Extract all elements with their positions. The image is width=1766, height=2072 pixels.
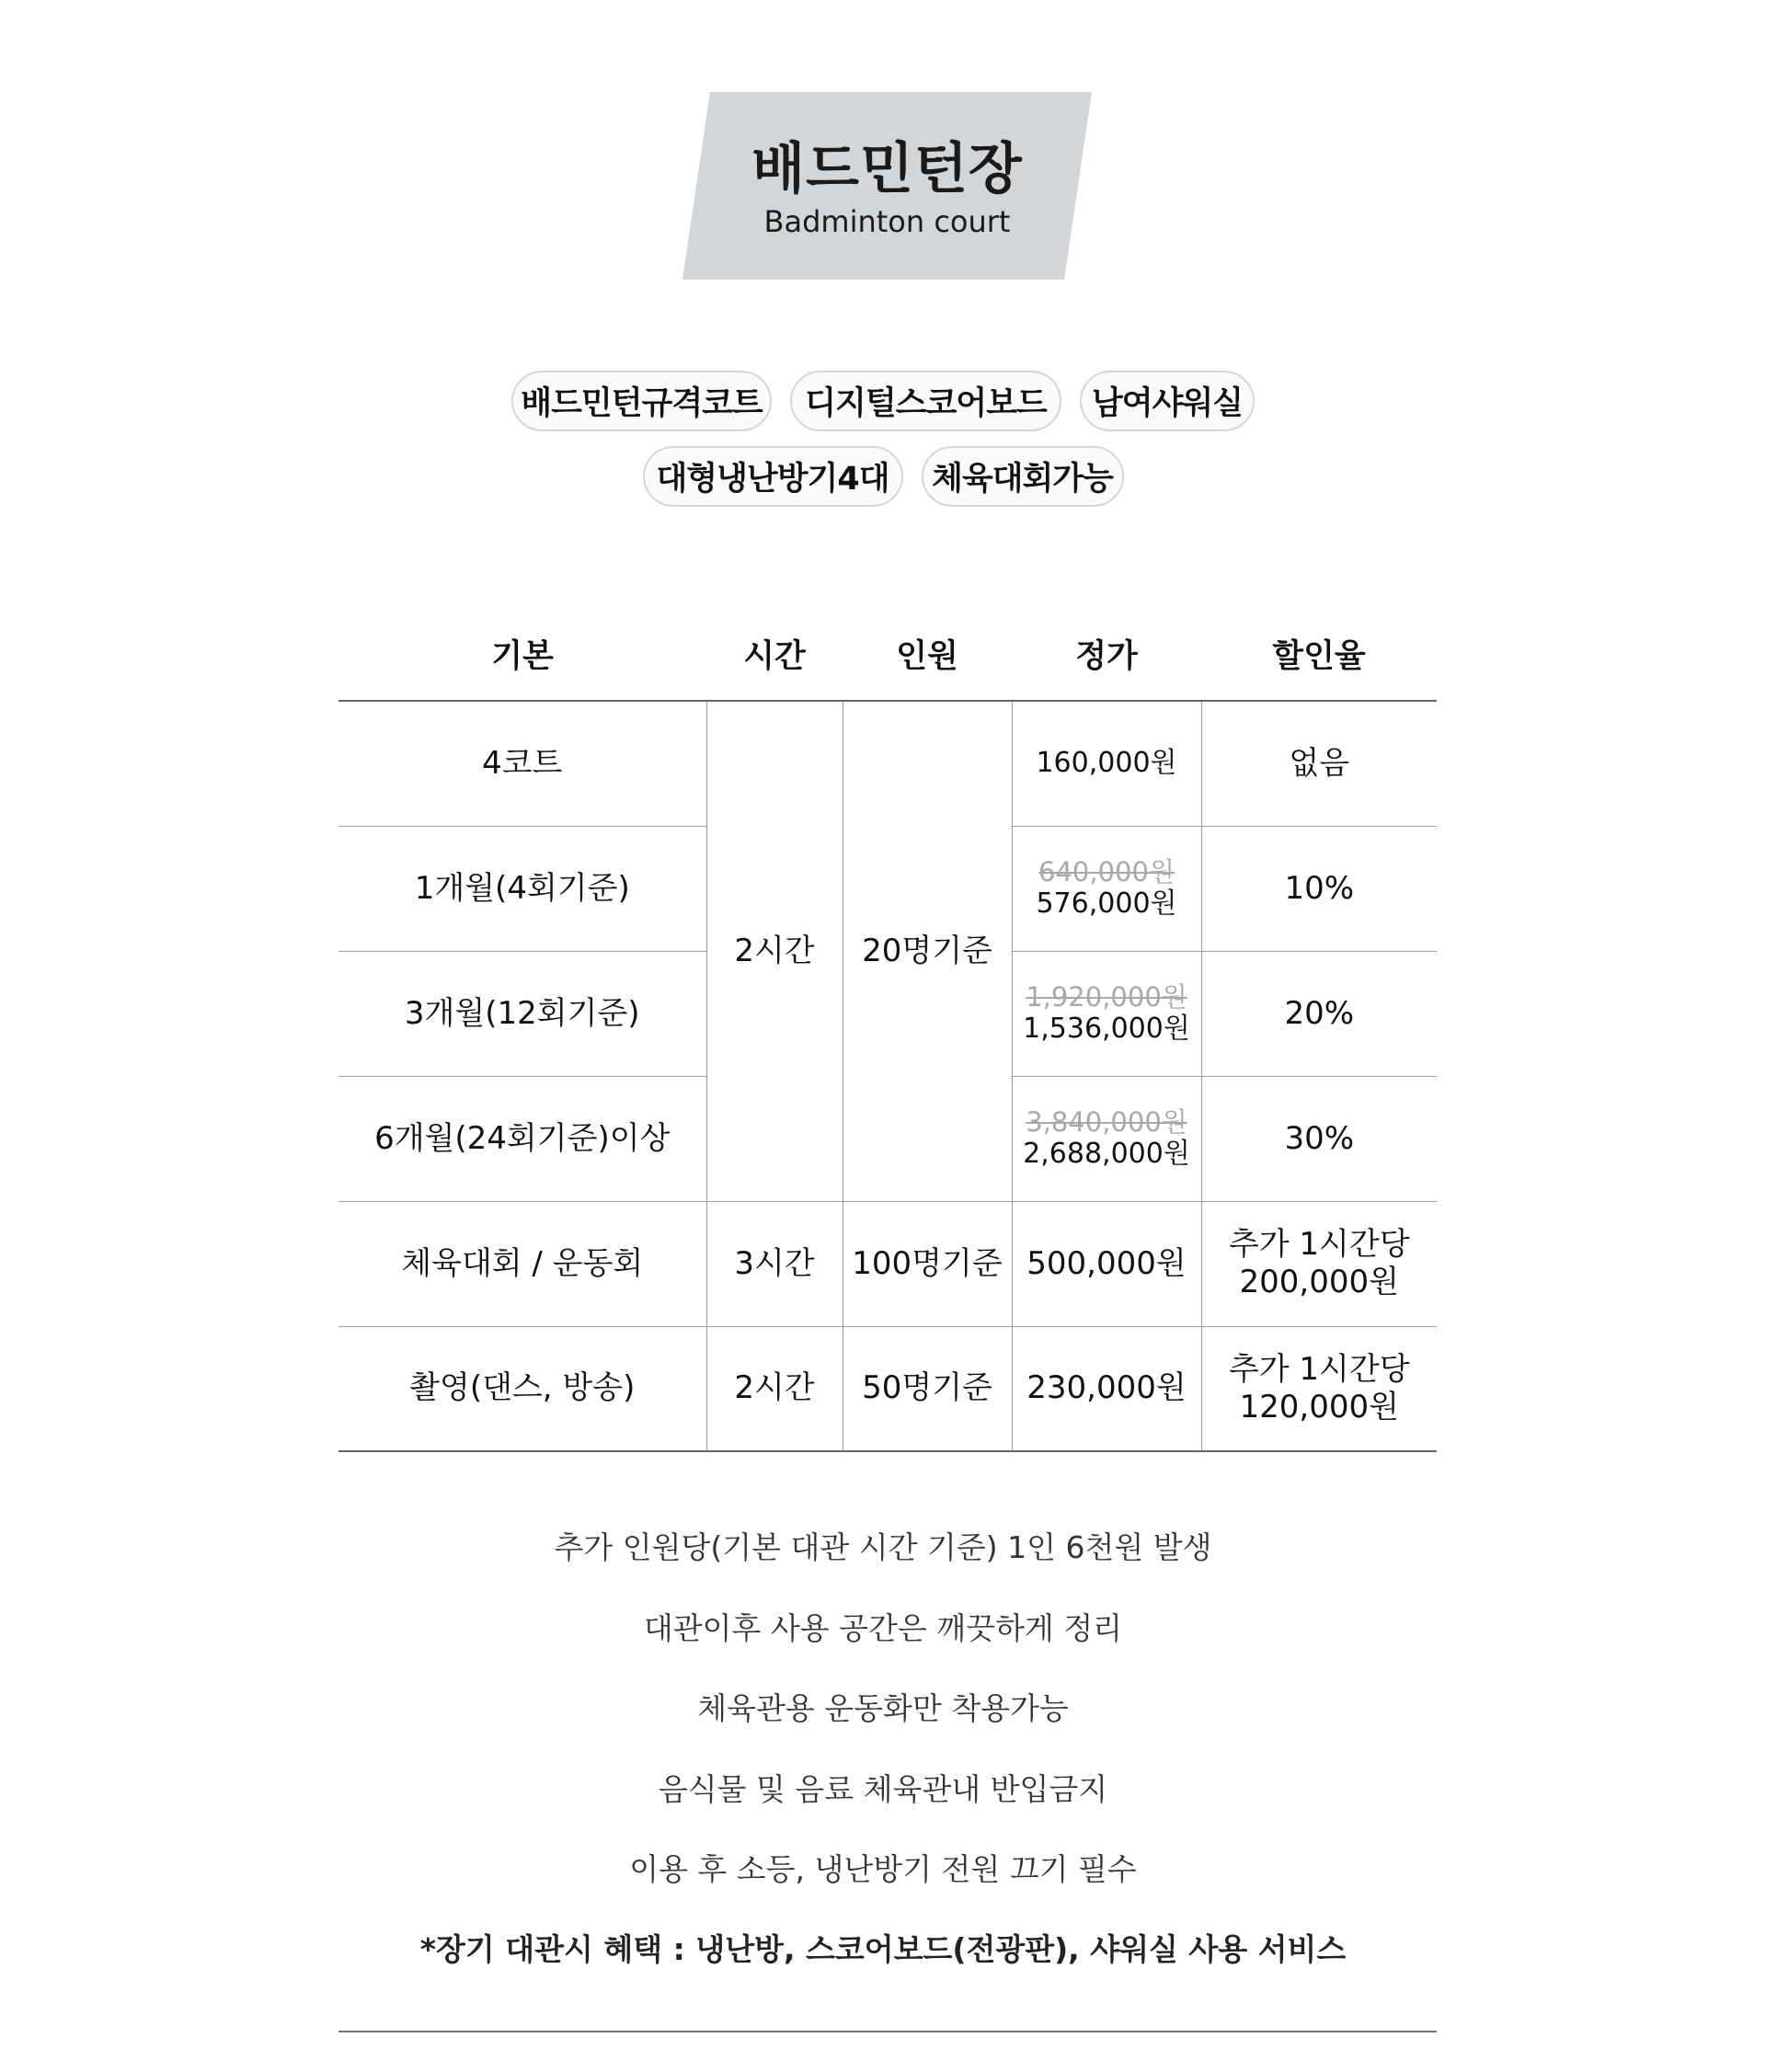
discount-cell — [1201, 1326, 1437, 1451]
basic-cell: 1개월(4회기준) — [338, 826, 706, 951]
feature-tag: 남여샤워실 — [1080, 371, 1255, 431]
note-item: 체육관용 운동화만 착용가능 — [697, 1690, 1069, 1726]
original-price: 3,840,000원 — [1026, 1105, 1187, 1138]
price-value: 576,000원 — [1036, 887, 1177, 921]
discount-line: 200,000원 — [1239, 1264, 1399, 1300]
column-header: 할인율 — [1201, 607, 1437, 701]
price-value: 1,536,000원 — [1023, 1013, 1190, 1046]
feature-tag: 배드민턴규격코트 — [511, 371, 772, 431]
table-row — [338, 1326, 1437, 1451]
price-table — [338, 607, 1437, 1452]
column-header: 시간 — [706, 607, 843, 701]
feature-tags-row-2 — [0, 446, 1766, 507]
price-cell: 500,000원 — [1012, 1201, 1201, 1326]
discount-cell: 없음 — [1201, 701, 1437, 826]
time-cell: 2시간 — [706, 1326, 843, 1451]
people-cell: 100명기준 — [843, 1201, 1012, 1326]
price-cell — [1012, 701, 1201, 826]
price-cell — [1012, 1076, 1201, 1201]
price-cell — [1012, 951, 1201, 1076]
note-item: 이용 후 소등, 냉난방기 전원 끄기 필수 — [629, 1851, 1137, 1887]
price-cell — [1012, 826, 1201, 951]
time-cell: 3시간 — [706, 1201, 843, 1326]
note-item: 대관이후 사용 공간은 깨끗하게 정리 — [643, 1610, 1123, 1646]
bottom-divider — [338, 2031, 1437, 2032]
note-item: 음식물 및 음료 체육관내 반입금지 — [658, 1771, 1108, 1807]
feature-tag: 대형냉난방기4대 — [643, 446, 903, 507]
price-value: 2,688,000원 — [1023, 1138, 1190, 1171]
discount-cell: 30% — [1201, 1076, 1437, 1201]
basic-cell: 체육대회 / 운동회 — [338, 1201, 706, 1326]
table-header-row — [338, 607, 1437, 701]
discount-line: 120,000원 — [1239, 1388, 1399, 1425]
original-price: 1,920,000원 — [1026, 980, 1187, 1013]
original-price: 640,000원 — [1038, 855, 1175, 887]
price-value: 160,000원 — [1036, 747, 1177, 780]
column-header: 인원 — [843, 607, 1012, 701]
table-row — [338, 1201, 1437, 1326]
feature-tag: 디지털스코어보드 — [790, 371, 1061, 431]
discount-line: 추가 1시간당 — [1228, 1350, 1410, 1388]
basic-cell: 6개월(24회기준)이상 — [338, 1076, 706, 1201]
time-cell: 2시간 — [706, 701, 843, 1201]
feature-tags-row-1 — [0, 371, 1766, 431]
table-row — [338, 701, 1437, 826]
discount-cell — [1201, 1201, 1437, 1326]
title-banner — [682, 92, 1092, 280]
discount-line: 추가 1시간당 — [1228, 1226, 1410, 1264]
people-cell: 50명기준 — [843, 1326, 1012, 1451]
price-cell: 230,000원 — [1012, 1326, 1201, 1451]
people-cell: 20명기준 — [843, 701, 1012, 1201]
benefit-notice: *장기 대관시 혜택 : 냉난방, 스코어보드(전광판), 샤워실 사용 서비스 — [419, 1931, 1347, 1967]
discount-cell: 10% — [1201, 826, 1437, 951]
note-item: 추가 인원당(기본 대관 시간 기준) 1인 6천원 발생 — [554, 1529, 1212, 1565]
page-title: 배드민턴장 — [751, 137, 1023, 201]
page-subtitle: Badminton court — [763, 204, 1011, 239]
basic-cell: 촬영(댄스, 방송) — [338, 1326, 706, 1451]
basic-cell: 4코트 — [338, 701, 706, 826]
column-header: 기본 — [338, 607, 706, 701]
feature-tag: 체육대회가능 — [922, 446, 1124, 507]
basic-cell: 3개월(12회기준) — [338, 951, 706, 1076]
column-header: 정가 — [1012, 607, 1201, 701]
discount-cell: 20% — [1201, 951, 1437, 1076]
